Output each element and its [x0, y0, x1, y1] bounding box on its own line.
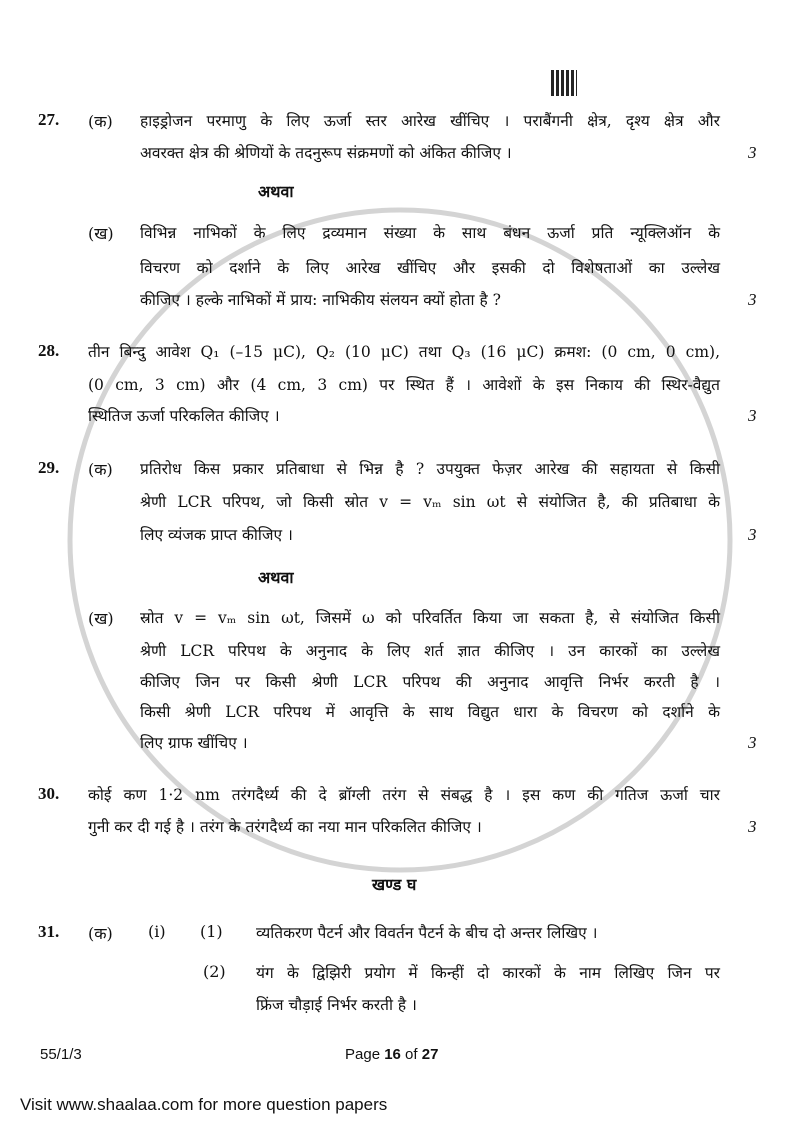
- question-text: श्रेणी LCR परिपथ, जो किसी स्रोत v = vₘ sin ωt से संयोजित है, की प्रतिबाधा के: [140, 493, 720, 511]
- option-label: (क): [88, 924, 113, 943]
- marks: 3: [748, 143, 757, 162]
- marks: 3: [748, 733, 757, 752]
- visit-link[interactable]: Visit www.shaalaa.com for more question papers: [20, 1095, 388, 1114]
- marks: 3: [748, 290, 757, 309]
- question-text: विचरण को दर्शाने के लिए आरेख खींचिए और इसकी दो विशेषताओं का उल्लेख: [140, 259, 720, 277]
- question-text: कोई कण 1·2 nm तरंगदैर्ध्य की दे ब्रॉग्ली तरंग से संबद्ध है । इस कण की गतिज ऊर्जा चार: [88, 786, 720, 804]
- page-indicator: [345, 1046, 438, 1063]
- marks: 3: [748, 525, 757, 544]
- part-label: (2): [203, 962, 226, 981]
- option-label: (क): [88, 112, 113, 131]
- question-number: 27.: [38, 110, 60, 129]
- section-heading: खण्ड घ: [372, 875, 417, 894]
- question-text: तीन बिन्दु आवेश Q₁ (–15 μC), Q₂ (10 μC) तथा Q₃ (16 μC) क्रमश: (0 cm, 0 cm),: [88, 343, 720, 361]
- question-text: प्रतिरोध किस प्रकार प्रतिबाधा से भिन्न है ? उपयुक्त फेज़र आरेख की सहायता से किसी: [140, 460, 720, 478]
- qr-code-icon: [551, 70, 577, 96]
- option-label: (क): [88, 460, 113, 479]
- part-label: (1): [200, 922, 223, 941]
- question-text: किसी श्रेणी LCR परिपथ में आवृत्ति के साथ विद्युत धारा के विचरण को दर्शाने के: [140, 703, 720, 721]
- question-text: श्रेणी LCR परिपथ के अनुनाद के लिए शर्त ज्ञात कीजिए । उन कारकों का उल्लेख: [140, 642, 720, 660]
- question-text: (0 cm, 3 cm) और (4 cm, 3 cm) पर स्थित हैं । आवेशों के इस निकाय की स्थिर-वैद्युत: [88, 376, 720, 394]
- question-text: विभिन्न नाभिकों के लिए द्रव्यमान संख्या के साथ बंधन ऊर्जा प्रति न्यूक्लिऑन के: [140, 224, 720, 242]
- page-of: of: [400, 1046, 422, 1063]
- marks: 3: [748, 406, 757, 425]
- question-text: व्यतिकरण पैटर्न और विवर्तन पैटर्न के बीच दो अन्तर लिखिए ।: [256, 924, 598, 942]
- page-total: 27: [421, 1046, 439, 1063]
- question-text: कीजिए जिन पर किसी श्रेणी LCR परिपथ की अनुनाद आवृत्ति निर्भर करती है ।: [140, 673, 720, 691]
- page-prefix: Page: [345, 1046, 385, 1063]
- or-heading: अथवा: [258, 568, 294, 587]
- question-text: अवरक्त क्षेत्र की श्रेणियों के तदनुरूप संक्रमणों को अंकित कीजिए ।: [140, 144, 512, 162]
- question-text: लिए ग्राफ खींचिए ।: [140, 734, 248, 752]
- question-text: लिए व्यंजक प्राप्त कीजिए ।: [140, 526, 293, 544]
- question-number: 30.: [38, 784, 60, 803]
- sub-label: (i): [148, 922, 166, 941]
- question-text: स्रोत v = vₘ sin ωt, जिसमें ω को परिवर्तित किया जा सकता है, से संयोजित किसी: [140, 609, 720, 627]
- question-number: 29.: [38, 458, 60, 477]
- option-label: (ख): [88, 609, 114, 628]
- question-number: 28.: [38, 341, 60, 360]
- or-heading: अथवा: [258, 182, 294, 201]
- question-text: यंग के द्विझिरी प्रयोग में किन्हीं दो कारकों के नाम लिखिए जिन पर: [256, 964, 720, 982]
- question-text: फ्रिंज चौड़ाई निर्भर करती है ।: [256, 996, 417, 1014]
- question-text: स्थितिज ऊर्जा परिकलित कीजिए ।: [88, 407, 280, 425]
- question-text: कीजिए । हल्के नाभिकों में प्राय: नाभिकीय संलयन क्यों होता है ?: [140, 291, 501, 309]
- question-text: गुनी कर दी गई है । तरंग के तरंगदैर्ध्य का नया मान परिकलित कीजिए ।: [88, 818, 482, 836]
- question-text: हाइड्रोजन परमाणु के लिए ऊर्जा स्तर आरेख खींचिए । पराबैंगनी क्षेत्र, दृश्य क्षेत्र और: [140, 112, 720, 130]
- page-number: 16: [384, 1046, 401, 1063]
- paper-code: 55/1/3: [40, 1046, 82, 1063]
- marks: 3: [748, 817, 757, 836]
- option-label: (ख): [88, 224, 114, 243]
- question-number: 31.: [38, 922, 60, 941]
